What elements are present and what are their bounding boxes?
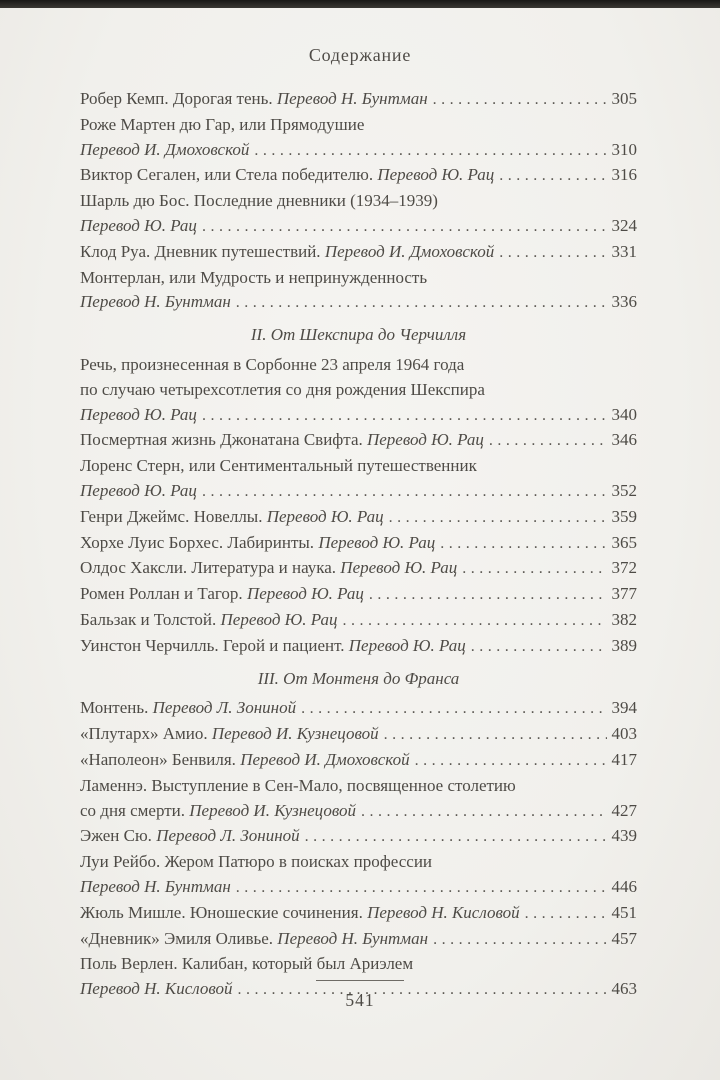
- dot-leader: [415, 748, 607, 774]
- translator-credit: Перевод Н. Кисловой: [80, 979, 233, 999]
- translator-credit: Перевод Л. Зониной: [152, 698, 297, 718]
- translator-credit: Перевод И. Дмоховской: [80, 139, 250, 159]
- toc-entry: [80, 927, 637, 953]
- dot-leader: [236, 290, 607, 316]
- entry-title: «Дневник» Эмиля Оливье.: [80, 928, 278, 948]
- footer-rule: [316, 980, 404, 981]
- toc-line: [80, 353, 637, 378]
- toc-line: [80, 479, 637, 505]
- toc-line: [80, 403, 637, 429]
- entry-title: Бальзак и Толстой.: [80, 609, 221, 629]
- translator-credit: Перевод Ю. Рац: [318, 532, 436, 552]
- translator-credit: Перевод Н. Бунтман: [277, 928, 429, 948]
- entry-title: Олдос Хаксли. Литература и наука.: [80, 558, 341, 578]
- translator-credit: Перевод Ю. Рац: [80, 480, 197, 500]
- entry-page-number: 340: [611, 404, 637, 424]
- entry-title: Генри Джеймс. Новеллы.: [80, 506, 267, 526]
- entry-title: Монтерлан, или Мудрость и непринужденность: [80, 267, 428, 287]
- translator-credit: Перевод Ю. Рац: [366, 430, 484, 450]
- translator-credit: Перевод И. Кузнецовой: [189, 800, 357, 820]
- entry-page-number: 403: [611, 724, 637, 744]
- toc-entry: [80, 113, 637, 164]
- entry-title: Ламеннэ. Выступление в Сен-Мало, посвященное столетию: [80, 775, 516, 795]
- toc-entry: [80, 696, 637, 722]
- translator-credit: Перевод И. Дмоховской: [240, 749, 410, 769]
- toc-entry: [80, 748, 637, 774]
- entry-page-number: 463: [611, 979, 637, 999]
- toc-line: [80, 189, 637, 214]
- entry-page-number: 359: [611, 506, 637, 526]
- toc-entry: [80, 428, 637, 454]
- translator-credit: Перевод Ю. Рац: [80, 404, 197, 424]
- entry-title: Уинстон Черчилль. Герой и пациент.: [80, 635, 349, 655]
- translator-credit: Перевод И. Кузнецовой: [211, 724, 379, 744]
- toc-line: [80, 875, 637, 901]
- entry-title: Речь, произнесенная в Сорбонне 23 апреля 1964 года: [80, 354, 465, 374]
- translator-credit: Перевод Ю. Рац: [377, 165, 495, 185]
- toc-line: [80, 290, 637, 316]
- dot-leader: [499, 163, 607, 189]
- entry-title: Луи Рейбо. Жером Патюро в поисках профессии: [80, 852, 433, 872]
- toc-entry: [80, 531, 637, 557]
- toc-entry: [80, 266, 637, 317]
- page-footer: [0, 980, 720, 1011]
- page-number: 541: [345, 990, 375, 1010]
- dot-leader: [525, 901, 607, 927]
- dot-leader: [384, 722, 607, 748]
- entry-title: Эжен Сю.: [80, 826, 157, 846]
- toc-entry: [80, 774, 637, 825]
- dot-leader: [236, 875, 607, 901]
- dot-leader: [342, 608, 607, 634]
- translator-credit: Перевод И. Дмоховской: [324, 241, 495, 261]
- toc-entry: [80, 634, 637, 660]
- dot-leader: [202, 214, 607, 240]
- dot-leader: [361, 799, 607, 825]
- toc-entry: [80, 87, 637, 113]
- toc-entry: [80, 850, 637, 901]
- toc-entry: [80, 454, 637, 505]
- translator-credit: Перевод Н. Кисловой: [367, 902, 520, 922]
- toc-line: [80, 266, 637, 291]
- entry-page-number: 346: [611, 430, 637, 450]
- entry-page-number: 352: [611, 480, 637, 500]
- entry-title: Посмертная жизнь Джонатана Свифта.: [80, 430, 367, 450]
- entry-page-number: 417: [611, 749, 637, 769]
- dot-leader: [471, 634, 607, 660]
- toc-line: [80, 87, 637, 113]
- toc-line: [80, 556, 637, 582]
- entry-title: Шарль дю Бос. Последние дневники (1934–1939): [80, 191, 438, 211]
- dot-leader: [389, 505, 607, 531]
- toc-line: [80, 505, 637, 531]
- toc-entry: [80, 556, 637, 582]
- dot-leader: [202, 479, 607, 505]
- entry-page-number: 310: [611, 139, 637, 159]
- entry-title: Робер Кемп. Дорогая тень.: [80, 89, 277, 108]
- entry-page-number: 446: [611, 876, 637, 896]
- entry-title: Клод Руа. Дневник путешествий.: [80, 241, 325, 261]
- translator-credit: Перевод Н. Бунтман: [80, 876, 231, 896]
- toc-line: [80, 378, 637, 403]
- entry-title: по случаю четырехсотлетия со дня рождения Шекспира: [80, 379, 485, 399]
- entry-page-number: 451: [611, 902, 637, 922]
- page-top-edge: [0, 0, 720, 8]
- toc-entry: [80, 240, 637, 266]
- toc-line: [80, 774, 637, 799]
- toc-entry: [80, 901, 637, 927]
- entry-title: со дня смерти.: [80, 800, 190, 820]
- toc-line: [80, 240, 637, 266]
- toc-entry: [80, 189, 637, 240]
- translator-credit: Перевод Ю. Рац: [80, 215, 197, 235]
- toc-line: [80, 608, 637, 634]
- dot-leader: [369, 582, 607, 608]
- toc-line: [80, 748, 637, 774]
- dot-leader: [202, 403, 607, 429]
- entry-page-number: 382: [611, 609, 637, 629]
- entry-page-number: 365: [611, 532, 637, 552]
- entry-title: «Плутарх» Амио.: [80, 724, 212, 744]
- toc-entry: [80, 722, 637, 748]
- entry-page-number: 377: [611, 584, 637, 604]
- toc-line: [80, 214, 637, 240]
- toc-entry: [80, 824, 637, 850]
- section-heading: III. От Монтеня до Франса: [257, 668, 460, 688]
- entry-page-number: 336: [611, 292, 637, 312]
- entry-page-number: 457: [611, 928, 637, 948]
- entry-title: Виктор Сегален, или Стела победителю.: [80, 165, 378, 185]
- dot-leader: [254, 138, 607, 164]
- entry-page-number: 331: [611, 241, 637, 261]
- toc-entry: [80, 505, 637, 531]
- dot-leader: [440, 531, 607, 557]
- entry-page-number: 427: [611, 800, 637, 820]
- translator-credit: Перевод Ю. Рац: [266, 506, 384, 526]
- toc-line: [80, 952, 637, 977]
- entry-title: Жюль Мишле. Юношеские сочинения.: [80, 902, 368, 922]
- toc-line: [80, 824, 637, 850]
- section-heading: II. От Шекспира до Черчилля: [250, 325, 467, 345]
- toc-line: [80, 454, 637, 479]
- dot-leader: [433, 927, 607, 953]
- entry-title: Лоренс Стерн, или Сентиментальный путешественник: [80, 456, 477, 476]
- entry-title: Монтень.: [80, 698, 153, 718]
- toc-line: [80, 799, 637, 825]
- toc-line: [80, 927, 637, 953]
- toc-line: [80, 531, 637, 557]
- toc-line: [80, 850, 637, 875]
- toc-line: [80, 901, 637, 927]
- dot-leader: [499, 240, 607, 266]
- entry-page-number: 439: [611, 826, 637, 846]
- toc-line: [80, 696, 637, 722]
- dot-leader: [301, 696, 607, 722]
- dot-leader: [462, 556, 607, 582]
- entry-title: Ромен Роллан и Тагор.: [80, 584, 247, 604]
- entry-title: Роже Мартен дю Гар, или Прямодушие: [80, 114, 365, 134]
- table-of-contents: [80, 87, 637, 1003]
- toc-entry: [80, 582, 637, 608]
- entry-page-number: 372: [611, 558, 637, 578]
- toc-entry: [80, 608, 637, 634]
- translator-credit: Перевод Ю. Рац: [220, 609, 338, 629]
- toc-entry: [80, 353, 637, 428]
- entry-title: Поль Верлен. Калибан, который был Ариэлем: [80, 954, 414, 974]
- toc-line: [80, 138, 637, 164]
- toc-line: [80, 634, 637, 660]
- entry-page-number: 389: [611, 635, 637, 655]
- translator-credit: Перевод Ю. Рац: [348, 635, 466, 655]
- entry-page-number: 305: [611, 89, 637, 108]
- translator-credit: Перевод Н. Бунтман: [80, 292, 231, 312]
- toc-line: [80, 582, 637, 608]
- translator-credit: Перевод Л. Зониной: [156, 826, 300, 846]
- dot-leader: [489, 428, 607, 454]
- entry-title: «Наполеон» Бенвиля.: [80, 749, 241, 769]
- toc-line: [80, 428, 637, 454]
- dot-leader: [305, 824, 607, 850]
- translator-credit: Перевод Н. Бунтман: [276, 89, 428, 108]
- entry-page-number: 394: [611, 698, 637, 718]
- toc-line: [80, 163, 637, 189]
- dot-leader: [433, 87, 607, 113]
- entry-page-number: 324: [611, 215, 637, 235]
- translator-credit: Перевод Ю. Рац: [340, 558, 458, 578]
- translator-credit: Перевод Ю. Рац: [246, 584, 364, 604]
- entry-title: Хорхе Луис Борхес. Лабиринты.: [80, 532, 319, 552]
- toc-line: [80, 113, 637, 138]
- entry-page-number: 316: [611, 165, 637, 185]
- toc-line: [80, 722, 637, 748]
- page-title: Содержание: [308, 45, 412, 65]
- toc-entry: [80, 163, 637, 189]
